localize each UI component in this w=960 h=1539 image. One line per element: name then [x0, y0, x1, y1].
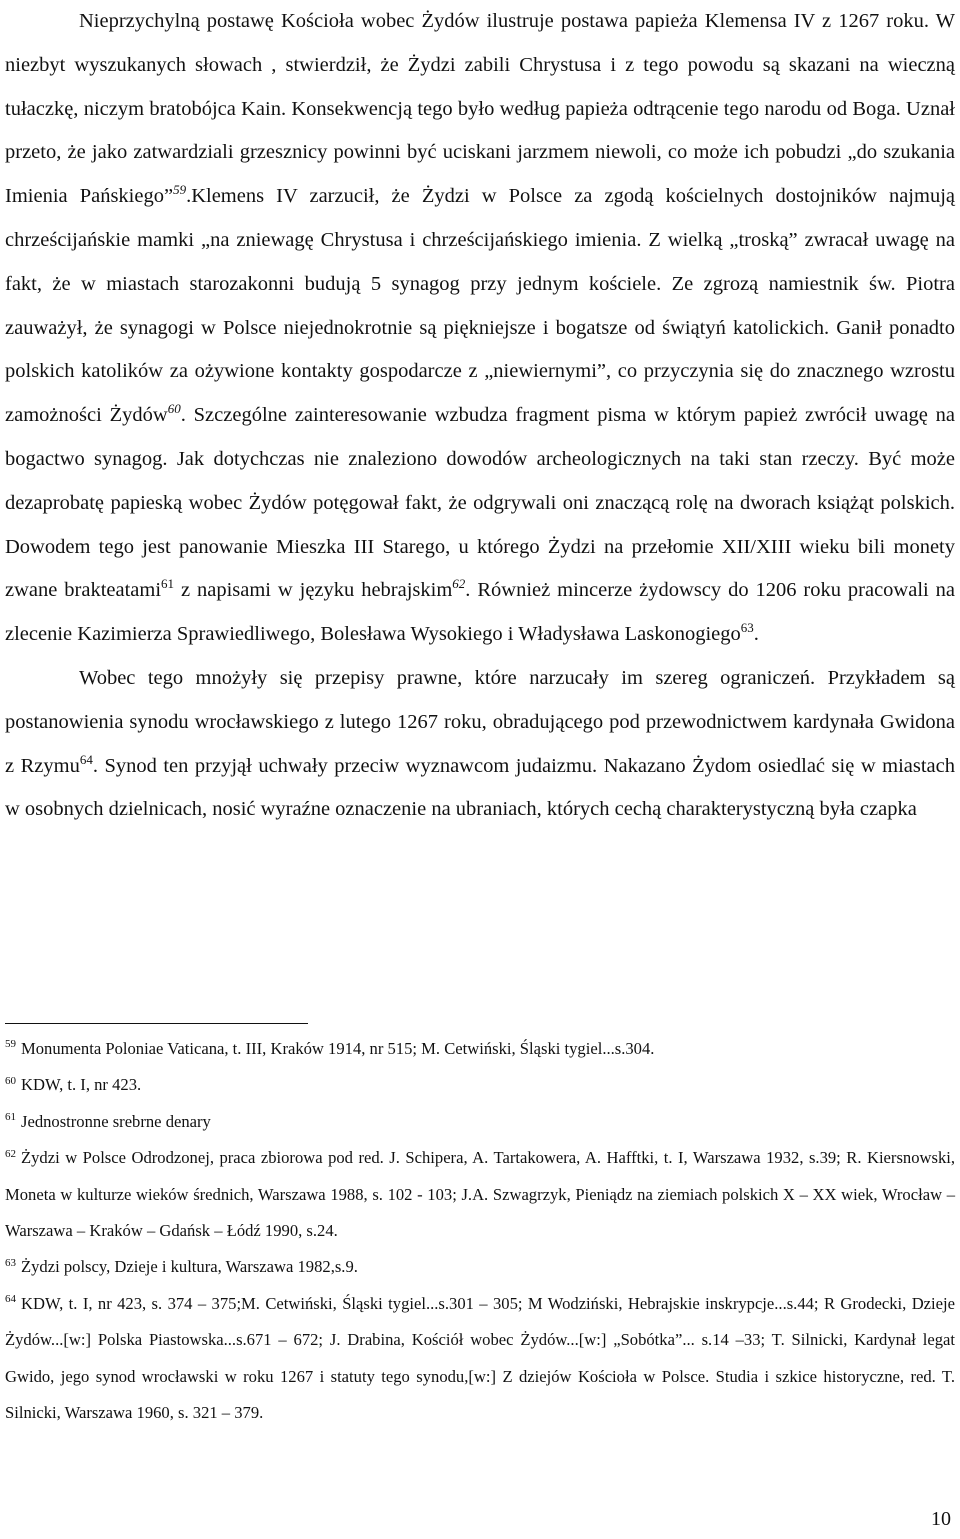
- paragraph-2: [5, 657, 955, 832]
- footnote-ref-64: 64: [79, 751, 93, 767]
- footnote-text: KDW, t. I, nr 423, s. 374 – 375;M. Cetwiński, Śląski tygiel...s.301 – 305; M Wodziński, Hebrajskie inskrypcje...s.44; R Grodecki, Dzieje Żydów...[w:] Polska Piastowska...s.671 – 672; J. Drabina, Kościół wobec Żydów...[w:] „Sobótka”... s.14 –33; T. Silnicki, Kardynał legat Gwido, jego synod wrocławski w roku 1267 i statuty tego synodu,[w:] Z dziejów Kościoła w Polsce. Studia i szkice historyczne, red. T. Silnicki, Warszawa 1960, s. 321 – 379.: [5, 1293, 955, 1423]
- footnote-61: [5, 1104, 955, 1140]
- paragraph-1: [5, 0, 955, 657]
- footnote-ref-62: 62: [452, 576, 466, 592]
- footnote-ref-63: 63: [740, 620, 754, 636]
- footnote-text: Żydzi w Polsce Odrodzonej, praca zbiorowa pod red. J. Schipera, A. Tartakowera, A. Hafftki, t. I, Warszawa 1932, s.39; R. Kiersnowski, Moneta w kulturze wieków średnich, Warszawa 1988, s. 102 - 103; J.A. Szwagrzyk, Pieniądz na ziemiach polskich X – XX wiek, Wrocław – Warszawa – Kraków – Gdańsk – Łódź 1990, s.24.: [5, 1148, 955, 1241]
- text-run: Nieprzychylną postawę Kościoła wobec Żydów ilustruje postawa papieża Klemensa IV z 1267 roku. W niezbyt wyszukanych słowach , stwierdził, że Żydzi zabili Chrystusa i z tego powodu są skazani na wieczną tułaczkę, niczym bratobójca Kain. Konsekwencją tego było według papieża odtrącenie tego narodu od Boga. Uznał przeto, że jako zatwardziali grzesznicy powinni być uciskani jarzmem niewoli, co może ich pobudzi „do szukania Imienia Pańskiego”: [5, 10, 955, 208]
- footnote-number: 60: [5, 1074, 16, 1087]
- page-number: 10: [931, 1508, 951, 1530]
- document-page: [5, 0, 955, 1539]
- text-run: .Klemens IV zarzucił, że Żydzi w Polsce za zgodą kościelnych dostojników najmują chrześcijańskie mamki „na zniewagę Chrystusa i chrześcijańskiego imienia. Z wielką „troską” zwracał uwagę na fakt, że w miastach starozakonni budują 5 synagog przy jednym kościele. Ze zgrozą namiestnik św. Piotra zauważył, że synagogi w Polsce niejednokrotnie są piękniejsze i bogatsze od świątyń katolickich. Ganił ponadto polskich katolików za ożywione kontakty gospodarcze z „niewiernymi”, co przyczynia się do znacznego wzrostu zamożności Żydów: [5, 185, 955, 427]
- text-run: Wobec tego mnożyły się przepisy prawne, które narzucały im szereg ograniczeń. Przykładem są postanowienia synodu wrocławskiego z lutego 1267 roku, obradującego pod przewodnictwem kardynała Gwidona z Rzymu: [5, 666, 955, 777]
- footnote-text: KDW, t. I, nr 423.: [21, 1075, 142, 1095]
- footnote-text: Żydzi polscy, Dzieje i kultura, Warszawa 1982,s.9.: [21, 1257, 358, 1277]
- footnote-number: 64: [5, 1293, 16, 1306]
- text-run: . Szczególne zainteresowanie wzbudza fragment pisma w którym papież zwrócił uwagę na bogactwo synagog. Jak dotychczas nie znaleziono dowodów archeologicznych na taki stan rzeczy. Być może dezaprobatę papieską wobec Żydów potęgował fakt, że odgrywali oni znaczącą rolę na dworach książąt polskich. Dowodem tego jest panowanie Mieszka III Starego, u którego Żydzi na przełomie XII/XIII wieku bili monety zwane brakteatami: [5, 404, 956, 602]
- footnote-60: [5, 1067, 955, 1103]
- text-run: . Również mincerze żydowscy do 1206 roku pracowali na zlecenie Kazimierza Sprawiedliwego, Bolesława Wysokiego i Władysława Laskonogiego: [5, 579, 955, 646]
- footnote-ref-59: 59: [173, 182, 187, 198]
- footnotes: [5, 1031, 955, 1431]
- footnote-64: [5, 1286, 955, 1432]
- text-run: . Synod ten przyjął uchwały przeciw wyznawcom judaizmu. Nakazano Żydom osiedlać się w miastach w osobnych dzielnicach, nosić wyraźne oznaczenie na ubraniach, których cechą charakterystyczną była czapka: [5, 754, 955, 821]
- footnote-number: 63: [5, 1256, 16, 1269]
- footnote-63: [5, 1249, 955, 1285]
- body-text: [5, 0, 955, 832]
- footnote-number: 62: [5, 1147, 16, 1160]
- footnote-text: Jednostronne srebrne denary: [21, 1111, 211, 1131]
- footnote-ref-60: 60: [167, 401, 181, 417]
- text-run: .: [753, 623, 759, 646]
- footnote-number: 61: [5, 1111, 16, 1124]
- footnote-separator: [5, 1023, 308, 1024]
- footnote-59: [5, 1031, 955, 1067]
- footnote-number: 59: [5, 1038, 16, 1051]
- text-run: z napisami w języku hebrajskim: [174, 579, 453, 602]
- footnote-ref-61: 61: [161, 576, 175, 592]
- footnote-text: Monumenta Poloniae Vaticana, t. III, Kraków 1914, nr 515; M. Cetwiński, Śląski tygiel...s.304.: [21, 1039, 655, 1058]
- footnote-62: [5, 1140, 955, 1249]
